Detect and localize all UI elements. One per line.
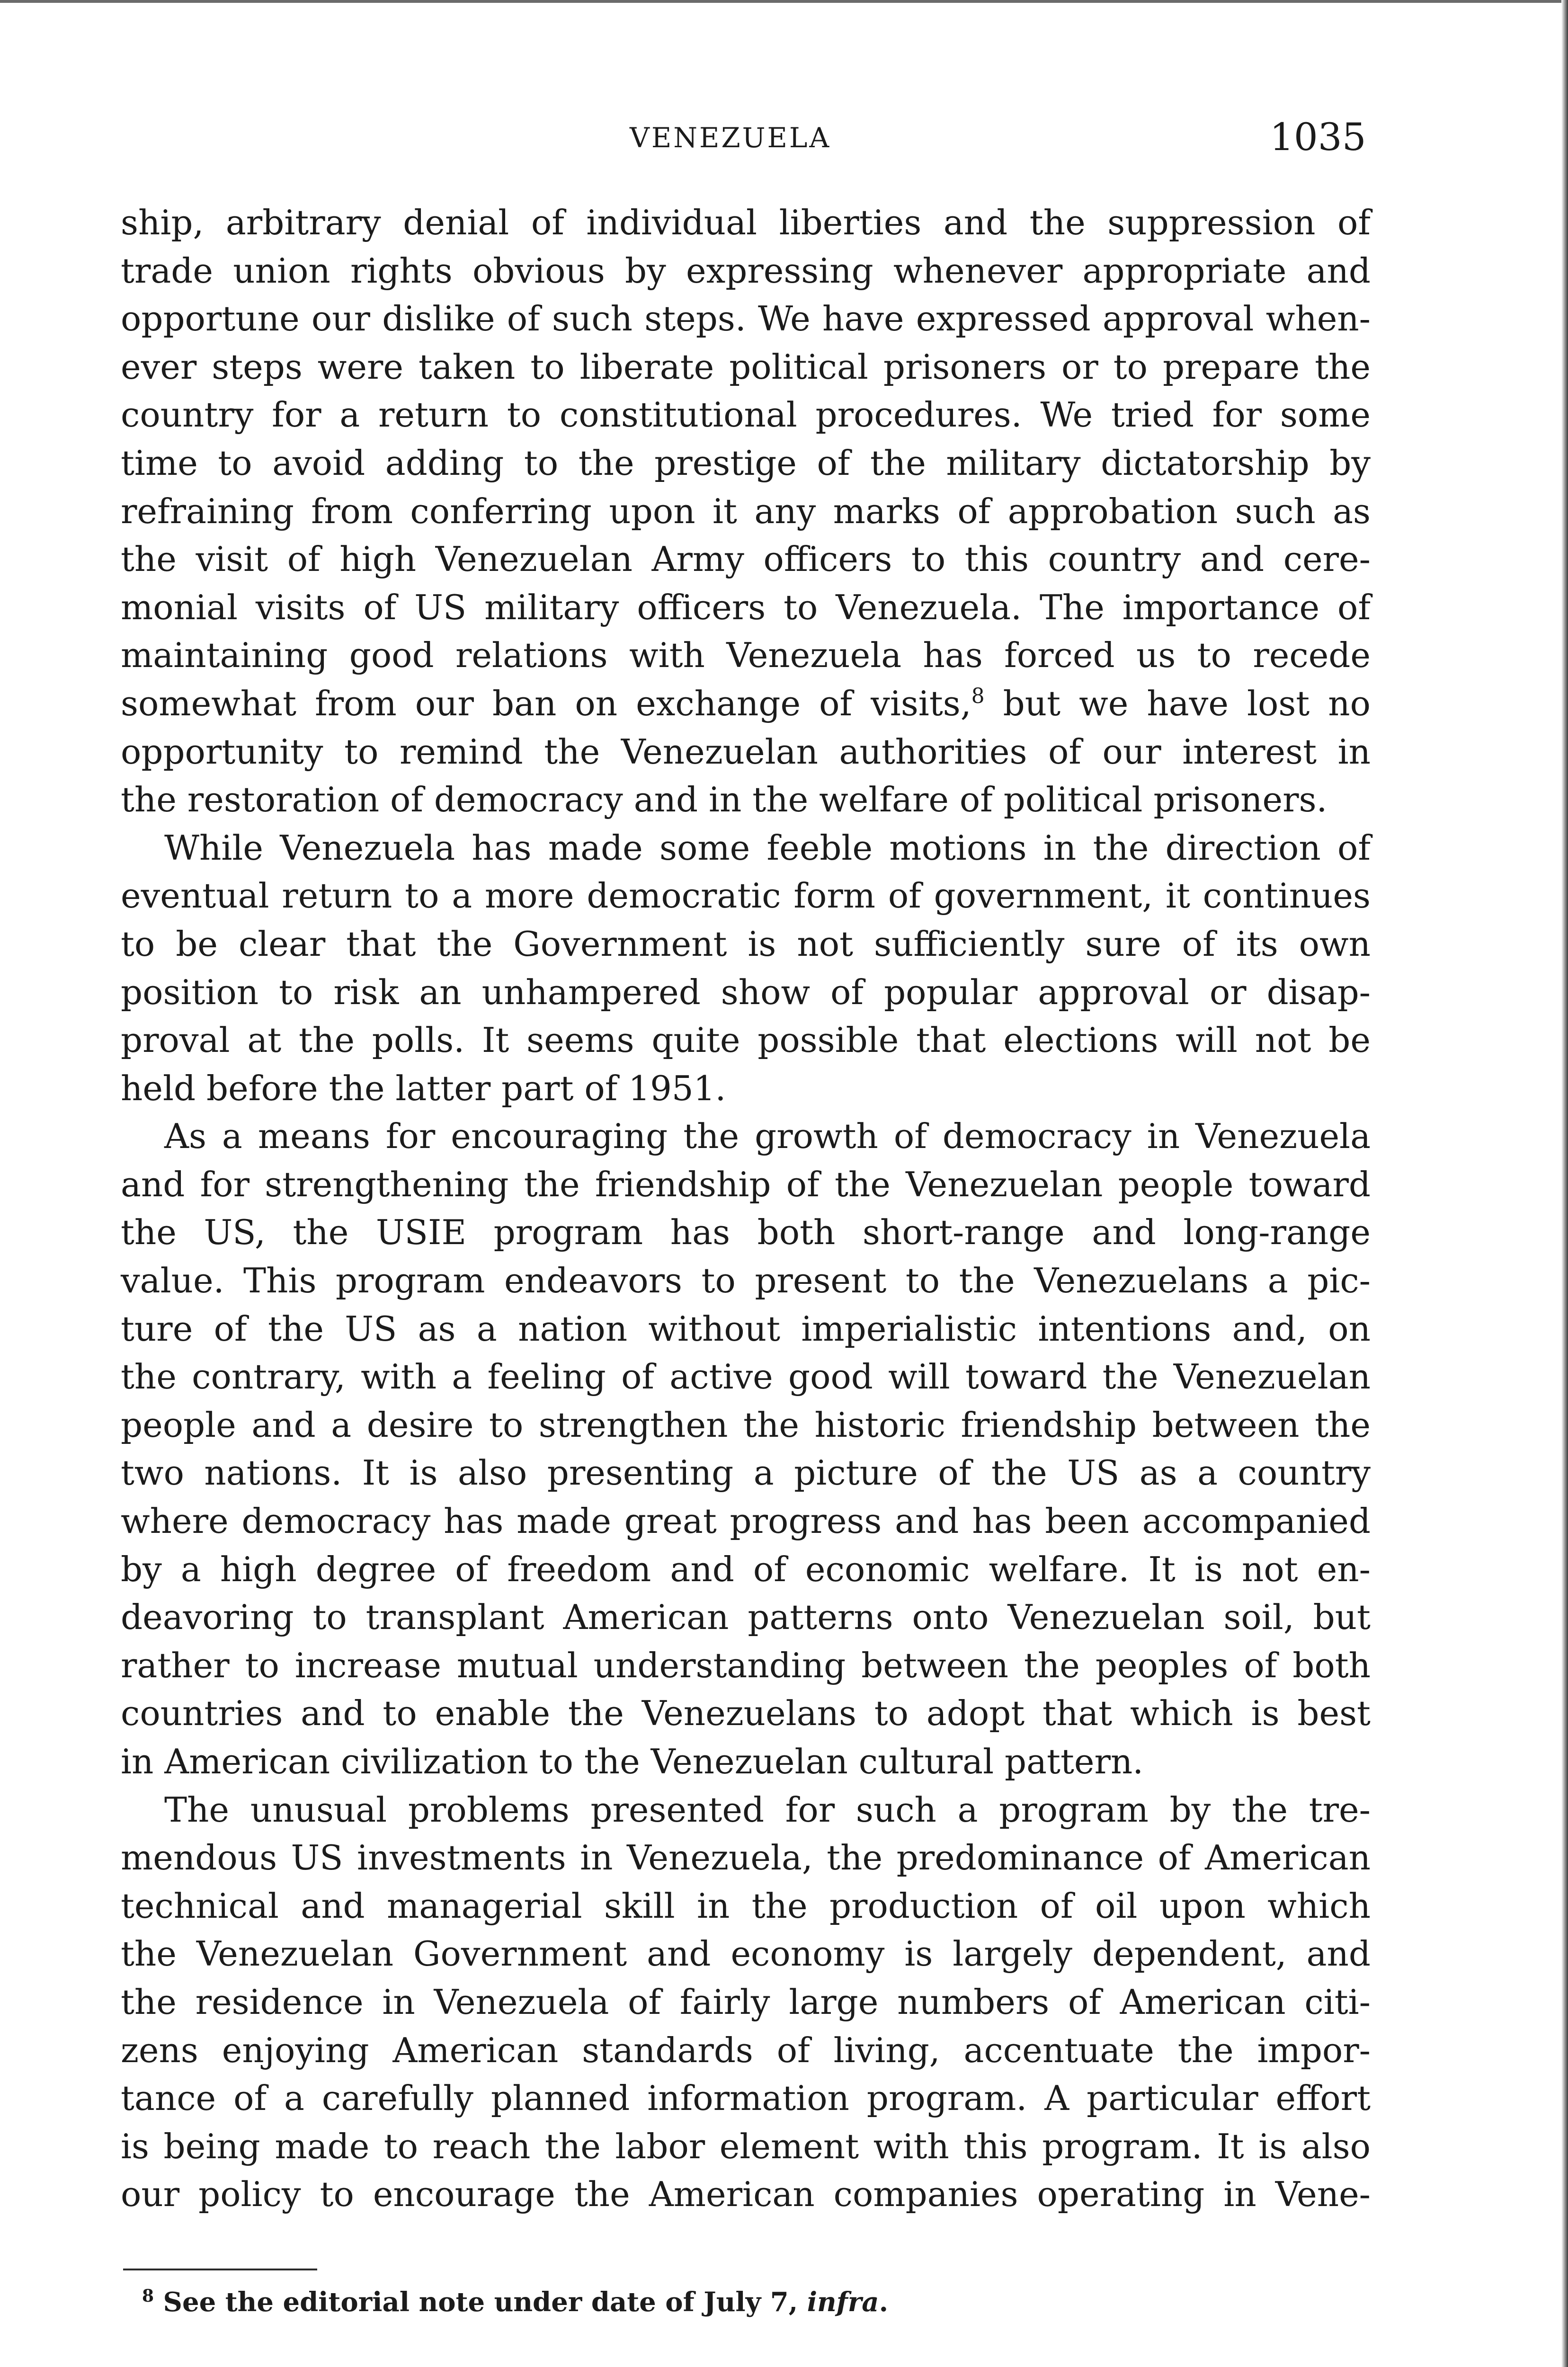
text-line: The unusual problems presented for such a program by the tre- <box>164 1789 1371 1830</box>
footnote <box>142 2287 888 2318</box>
text-line: While Venezuela has made some feeble motions in the direction of <box>164 828 1371 868</box>
text-segment: somewhat from our ban on exchange of visits, <box>121 683 971 723</box>
text-line: value. This program endeavors to present to the Venezuelans a pic- <box>121 1261 1371 1301</box>
text-line: in American civilization to the Venezuelan cultural pattern. <box>121 1742 1144 1781</box>
paragraph-4 <box>121 1786 1371 2219</box>
text-line: and for strengthening the friendship of the Venezuelan people toward <box>121 1164 1371 1204</box>
text-line: opportunity to remind the Venezuelan authorities of our interest in <box>121 731 1371 772</box>
body-text <box>121 199 1371 2219</box>
text-line: opportune our dislike of such steps. We have expressed approval when- <box>121 299 1371 339</box>
text-line: two nations. It is also presenting a picture of the US as a country <box>121 1453 1371 1493</box>
text-line: ture of the US as a nation without imperialistic intentions and, on <box>121 1308 1371 1349</box>
text-line: the residence in Venezuela of fairly large numbers of American citi- <box>121 1982 1371 2022</box>
text-line: the visit of high Venezuelan Army officers to this country and cere- <box>121 539 1371 579</box>
text-line: maintaining good relations with Venezuela has forced us to recede <box>121 635 1371 676</box>
top-edge-rule <box>0 0 1568 3</box>
text-line: ever steps were taken to liberate political prisoners or to prepare the <box>121 347 1371 387</box>
text-line: the restoration of democracy and in the welfare of political prisoners. <box>121 780 1327 820</box>
page-binding-edge <box>1561 0 1568 2367</box>
text-line: trade union rights obvious by expressing whenever appropriate and <box>121 250 1371 291</box>
text-line: zens enjoying American standards of living, accentuate the impor- <box>121 2030 1371 2070</box>
text-line: technical and managerial skill in the production of oil upon which <box>121 1886 1371 1926</box>
page-number: 1035 <box>1270 115 1366 159</box>
footnote-emphasis: infra <box>807 2287 879 2318</box>
footnote-reference: 8 <box>971 684 985 708</box>
text-line: the contrary, with a feeling of active good will toward the Venezuelan <box>121 1357 1371 1397</box>
text-line: countries and to enable the Venezuelans to adopt that which is best <box>121 1693 1371 1734</box>
text-line: time to avoid adding to the prestige of the military dictatorship by <box>121 443 1371 483</box>
text-line: deavoring to transplant American patterns onto Venezuelan soil, but <box>121 1597 1371 1637</box>
text-line: rather to increase mutual understanding between the peoples of both <box>121 1645 1371 1685</box>
text-line: is being made to reach the labor element with this program. It is also <box>121 2126 1371 2166</box>
text-line: ship, arbitrary denial of individual liberties and the suppression of <box>121 203 1371 242</box>
text-line: to be clear that the Government is not sufficiently sure of its own <box>121 924 1371 964</box>
paragraph-2 <box>121 824 1371 1113</box>
text-line: As a means for encouraging the growth of democracy in Venezuela <box>164 1116 1371 1157</box>
text-line: position to risk an unhampered show of popular approval or disap- <box>121 972 1371 1012</box>
footnote-mark: 8 <box>142 2286 154 2306</box>
paragraph-3 <box>121 1112 1371 1786</box>
running-header-title: VENEZUELA <box>630 122 831 154</box>
text-line: monial visits of US military officers to Venezuela. The importance of <box>121 587 1371 627</box>
paragraph-1 <box>121 199 1371 824</box>
text-line: people and a desire to strengthen the historic friendship between the <box>121 1405 1371 1445</box>
text-line: held before the latter part of 1951. <box>121 1068 726 1108</box>
footnote-text: See the editorial note under date of July 7, <box>154 2287 807 2318</box>
text-line: the Venezuelan Government and economy is largely dependent, and <box>121 1934 1371 1974</box>
text-line: the US, the USIE program has both short-range and long-range <box>121 1212 1371 1253</box>
text-line: by a high degree of freedom and of economic welfare. It is not en- <box>121 1549 1371 1589</box>
text-line: where democracy has made great progress and has been accompanied <box>121 1501 1371 1541</box>
text-line: tance of a carefully planned information program. A particular effort <box>121 2078 1371 2118</box>
text-line: country for a return to constitutional procedures. We tried for some <box>121 395 1371 435</box>
text-line: eventual return to a more democratic form of government, it continues <box>121 876 1371 916</box>
text-line: proval at the polls. It seems quite possible that elections will not be <box>121 1020 1371 1060</box>
text-line: refraining from conferring upon it any marks of approbation such as <box>121 491 1371 531</box>
text-line: mendous US investments in Venezuela, the predominance of American <box>121 1838 1371 1878</box>
text-line: our policy to encourage the American companies operating in Vene- <box>121 2174 1371 2215</box>
footnote-end: . <box>879 2287 889 2318</box>
footnote-divider <box>123 2269 317 2270</box>
text-line-with-footnote-ref <box>121 680 1371 728</box>
text-segment: but we have lost no <box>984 683 1371 723</box>
